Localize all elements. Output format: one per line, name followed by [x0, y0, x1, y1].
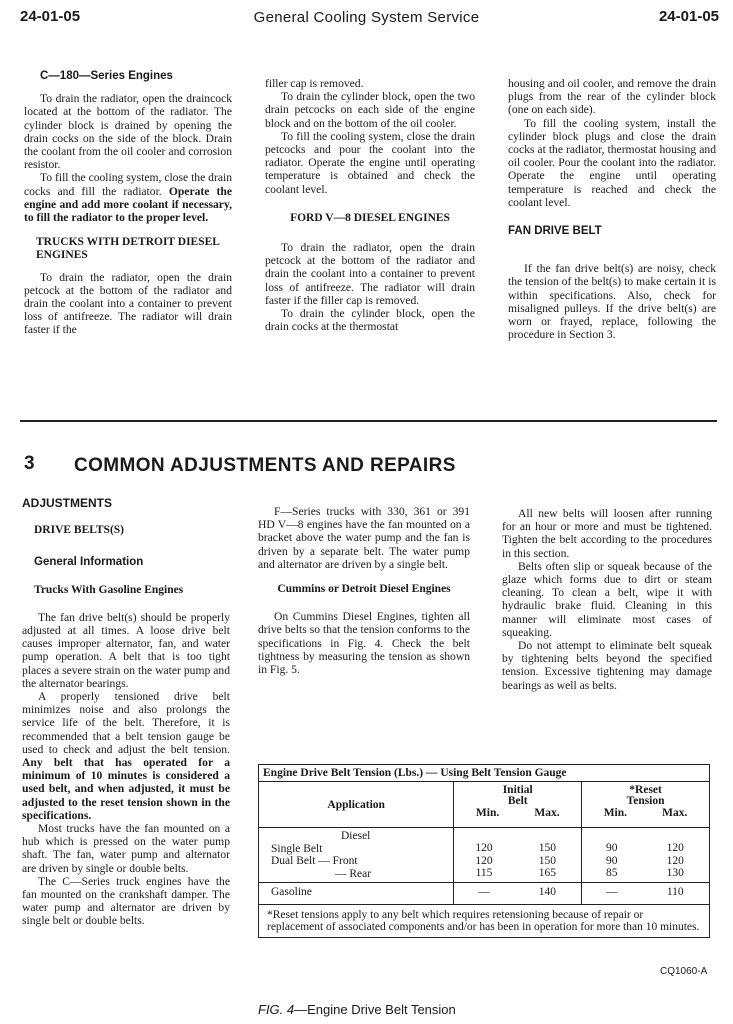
- paragraph: To drain the radiator, open the draincock located at the bottom of the radiator. The cylinder block is drained by opening the drain cocks on the side of the block. Drain the coolant from the oil cooler and corrosion resistor.: [24, 92, 232, 172]
- figure-caption-text: —Engine Drive Belt Tension: [294, 1002, 456, 1017]
- table-cell-gasoline-label: Gasoline: [259, 883, 454, 905]
- table-cell-diesel-labels: Diesel Single Belt Dual Belt — Front — Rear: [259, 828, 454, 883]
- running-title: General Cooling System Service: [253, 9, 480, 26]
- heading-detroit-diesel: TRUCKS WITH DETROIT DIESEL ENGINES: [36, 236, 220, 262]
- table-cell-gasoline-initial-max: 140: [514, 883, 582, 905]
- table-cell-gasoline-reset-min: —: [582, 883, 642, 905]
- paragraph: The fan drive belt(s) should be properly adjusted at all times. A loose drive belt causes improper alternator, fan, and water pump operation. A belt that is too tight places a severe strain on the water pump and the alternator bearings.: [22, 610, 230, 690]
- heading-gasoline-engines: Trucks With Gasoline Engines: [34, 583, 184, 596]
- table-cell-initial-min: 120 120 115: [454, 828, 514, 883]
- table-header-application: Application: [259, 782, 454, 828]
- heading-drive-belts: DRIVE BELTS(S): [34, 524, 125, 537]
- table-cell-gasoline-reset-max: 110: [641, 883, 709, 905]
- page-number-right: 24-01-05: [658, 8, 719, 25]
- belt-tension-table: [258, 764, 710, 938]
- paragraph: To fill the cooling system, close the drain cocks and fill the radiator. Operate the engine and add more coolant if necessary, to fill the radiator to the proper level.: [24, 171, 233, 225]
- top-column-3: [508, 77, 716, 341]
- paragraph: The C—Series truck engines have the fan mounted on the crankshaft damper. The water pump and alternator are driven by single belt or double belts.: [22, 874, 230, 928]
- paragraph: Most trucks have the fan mounted on a hub which is pressed on the water pump shaft. The fan, water pump and alternator are driven by single or double belts.: [22, 822, 230, 875]
- paragraph: On Cummins Diesel Engines, tighten all drive belts so that the tension conforms to the specifications in Fig. 4. Check the belt tightness by measuring the tension as shown in Fig. 5.: [258, 610, 470, 677]
- figure-label: FIG. 4: [258, 1002, 295, 1017]
- section-divider: [20, 420, 717, 422]
- section-number: 3: [24, 453, 35, 474]
- paragraph: To drain the radiator, open the drain petcock at the bottom of the radiator and drain the coolant into a container to prevent loss of antifreeze. The radiator will drain faster if the: [24, 270, 232, 337]
- section-title: COMMON ADJUSTMENTS AND REPAIRS: [74, 455, 456, 476]
- top-column-2: [265, 77, 475, 333]
- heading-fan-drive-belt: FAN DRIVE BELT: [508, 225, 602, 238]
- bottom-column-2: [258, 505, 470, 676]
- heading-cummins-detroit: Cummins or Detroit Diesel Engines: [277, 583, 451, 596]
- table-title: Engine Drive Belt Tension (Lbs.) — Using Belt Tension Gauge: [259, 765, 710, 782]
- paragraph: If the fan drive belt(s) are noisy, check the tension of the belt(s) to make certain it is within specifications. Also, check for misaligned pulleys. If the drive belt(s) are worn or frayed, replace, following the procedure in Section 3.: [508, 262, 716, 342]
- figure-caption: [258, 1002, 456, 1017]
- paragraph: housing and oil cooler, and remove the drain plugs from the rear of the cylinder block (one on each side).: [508, 77, 716, 117]
- paragraph: filler cap is removed.: [265, 77, 364, 90]
- table-header-reset: *Reset Tension Min. Max.: [582, 782, 710, 828]
- paragraph: To fill the cooling system, install the cylinder block plugs and close the drain cocks at the radiator, thermostat housing and oil cooler. Pour the coolant into the radiator. Operate the engine until operating temperature is reached and check the coolant level.: [508, 116, 716, 209]
- paragraph: To drain the cylinder block, open the drain cocks at the thermostat: [265, 307, 475, 334]
- table-cell-initial-max: 150 150 165: [514, 828, 582, 883]
- table-header-initial: Initial Belt Min. Max.: [454, 782, 582, 828]
- paragraph: F—Series trucks with 330, 361 or 391 HD V—8 engines have the fan mounted on a bracket above the water pump and the fan is driven by a separate belt. The water pump and alternator are driven by a single belt.: [258, 505, 470, 571]
- table-cell-reset-max: 120 120 130: [641, 828, 709, 883]
- bottom-column-3: [502, 507, 712, 692]
- paragraph: To drain the radiator, open the drain petcock at the bottom of the radiator and drain the coolant into a container to prevent loss of antifreeze. The radiator will drain faster if the filler cap is removed.: [265, 241, 475, 307]
- table-footnote: *Reset tensions apply to any belt which requires retensioning because of repair or replacement of associated components and/or has been in operation for more than 10 minutes.: [259, 905, 710, 938]
- paragraph: All new belts will loosen after running for an hour or more and must be tightened. Tighten the belt according to the procedures in this section.: [502, 507, 712, 560]
- page-number-left: 24-01-05: [20, 8, 81, 25]
- heading-ford-v8: FORD V—8 DIESEL ENGINES: [290, 211, 450, 224]
- belt-tension-table-wrapper: [258, 764, 710, 938]
- paragraph: Do not attempt to eliminate belt squeak by tightening belts beyond the specified tension. Excessive tightening may damage bearings as well as belts.: [502, 639, 712, 692]
- bottom-column-1: [22, 497, 230, 928]
- heading-general-information: General Information: [34, 556, 144, 569]
- paragraph: To fill the cooling system, close the drain petcocks and pour the coolant into the radiator. Operate the engine until operating temperature is obtained and check the coolant level.: [265, 129, 475, 196]
- top-column-1: [24, 70, 232, 337]
- paragraph: To drain the cylinder block, open the two drain petcocks on each side of the engine block and on the bottom of the oil cooler.: [265, 90, 475, 130]
- table-cell-gasoline-initial-min: —: [454, 883, 514, 905]
- paragraph: A properly tensioned drive belt minimizes noise and also prolongs the service life of the belt. Therefore, it is recommended that a belt tension gauge be used to check and adjust the belt tension. Any belt that has operated for a minimum of 10 minutes is considered a used belt, and when adjusted, it must be adjusted to the reset tension shown in the specifications.: [22, 690, 230, 822]
- heading-adjustments: ADJUSTMENTS: [22, 496, 113, 510]
- figure-code: CQ1060-A: [660, 966, 708, 977]
- heading-c180: C—180—Series Engines: [40, 70, 173, 82]
- table-cell-reset-min: 90 90 85: [582, 828, 642, 883]
- paragraph: Belts often slip or squeak because of the glaze which forms due to dirt or steam cleaning. To clean a belt, wipe it with hydraulic brake fluid. Cleaning in this manner will eliminate most cases of squeaking.: [502, 559, 712, 639]
